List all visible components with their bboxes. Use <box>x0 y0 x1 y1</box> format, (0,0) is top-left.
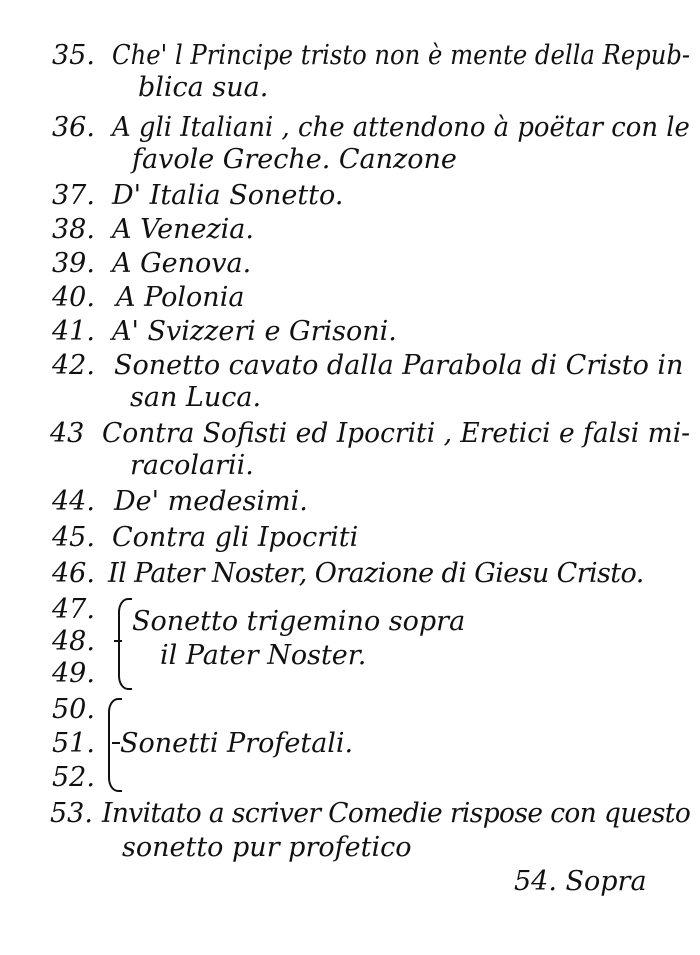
entry-number: 47. <box>52 594 95 625</box>
entry-number: 40. <box>52 282 95 313</box>
entry-text-line: sonetto pur profetico <box>122 832 412 863</box>
brace-point <box>112 742 120 744</box>
entry-text-line: Contra Sofisti ed Ipocriti , Eretici e falsi mi- <box>102 418 691 449</box>
entry-text-line: Che' l Principe tristo non è mente della Repub- <box>112 40 691 71</box>
index-group-47-49 <box>52 594 466 694</box>
entry-text-line: Il Pater Noster, Orazione di Giesu Cristo. <box>108 558 644 589</box>
entry-number: 41. <box>52 316 95 347</box>
catchword: 54. Sopra <box>514 866 647 897</box>
entry-number: 51. <box>52 728 95 759</box>
entry-text-line: Sonetti Profetali. <box>120 728 354 759</box>
entry-number: 35. <box>52 40 95 71</box>
entry-number: 42. <box>52 350 95 381</box>
index-group-50-52 <box>52 694 452 794</box>
brace-point <box>114 640 122 642</box>
entry-number: 38. <box>52 214 95 245</box>
entry-number: 53. <box>50 798 93 829</box>
entry-number: 49. <box>52 658 95 689</box>
entry-text-line: De' medesimi. <box>114 486 308 517</box>
entry-number: 44. <box>52 486 95 517</box>
entry-text-line: A Genova. <box>112 248 252 279</box>
entry-text-line: A Polonia <box>116 282 245 313</box>
entry-text-line: san Luca. <box>130 382 262 413</box>
entry-text-line: favole Greche. Canzone <box>132 144 457 175</box>
entry-text-line: A' Svizzeri e Grisoni. <box>112 316 397 347</box>
curly-brace <box>118 598 132 690</box>
entry-number: 52. <box>52 762 95 793</box>
entry-number: 43 <box>50 418 85 449</box>
entry-text-line: A Venezia. <box>112 214 254 245</box>
entry-text-line: Invitato a scriver Comedie rispose con questo <box>102 798 691 829</box>
entry-number: 39. <box>52 248 95 279</box>
entry-text-line: il Pater Noster. <box>160 640 367 671</box>
entry-number: 45. <box>52 522 95 553</box>
entry-number: 46. <box>52 558 95 589</box>
entry-text-line: blica sua. <box>138 72 269 103</box>
entry-number: 48. <box>52 626 95 657</box>
entry-text-line: racolarii. <box>130 450 254 481</box>
entry-text-line: Sonetto cavato dalla Parabola di Cristo in <box>114 350 684 381</box>
entry-text-line: A gli Italiani , che attendono à poëtar con le <box>112 112 690 143</box>
entry-number: 36. <box>52 112 95 143</box>
entry-text-line: D' Italia Sonetto. <box>112 180 344 211</box>
entry-text-line: Sonetto trigemino sopra <box>132 606 466 637</box>
entry-number: 50. <box>52 694 95 725</box>
entry-text-line: Contra gli Ipocriti <box>112 522 359 553</box>
entry-number: 37. <box>52 180 95 211</box>
